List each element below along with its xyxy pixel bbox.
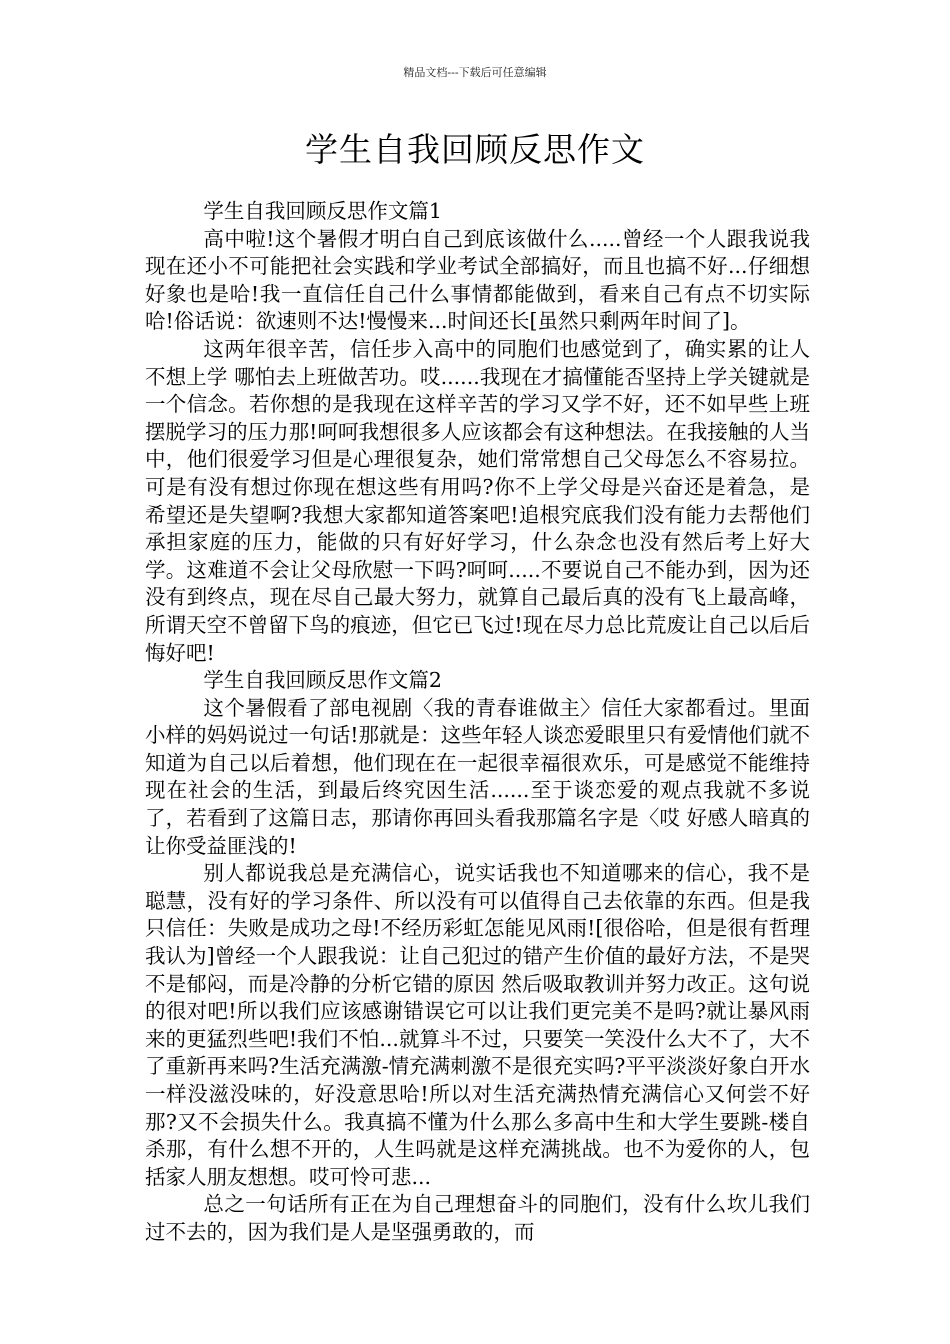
- paragraph: 别人都说我总是充满信心，说实话我也不知道哪来的信心，我不是聪慧，没有好的学习条件、所以没有可以值得自己去依靠的东西。但是我只信任：失败是成功之母!不经历彩虹怎能见风雨![很俗哈，但是很有哲理我认为]曾经一个人跟我说：让自己犯过的错产生价值的最好方法，不是哭不是郁闷，而是冷静的分析它错的原因 然后吸取教训并努力改正。这句说的很对吧!所以我们应该感谢错误它可以让我们更完美不是吗?就让暴风雨来的更猛烈些吧!我们不怕...就算斗不过，只要笑一笑没什么大不了，大不了重新再来吗?生活充满激-情充满刺激不是很充实吗?平平淡淡好象白开水一样没滋没味的，好没意思哈!所以对生活充满热情充满信心又何尝不好那?又不会损失什么。我真搞不懂为什么那么多高中生和大学生要跳-楼自杀那，有什么想不开的，人生吗就是这样充满挑战。也不为爱你的人，包括家人朋友想想。哎可怜可悲...: [145, 861, 810, 1189]
- section-heading: 学生自我回顾反思作文篇2: [203, 668, 442, 693]
- paragraph: 高中啦!这个暑假才明白自己到底该做什么.....曾经一个人跟我说我现在还小不可能把社会实践和学业考试全部搞好，而且也搞不好...仔细想好象也是哈!我一直信任自己什么事情都能做到，看来自己有点不切实际哈!俗话说：欲速则不达!慢慢来...时间还长[虽然只剩两年时间了]。: [145, 226, 810, 334]
- page-header-note: 精品文档---下载后可任意编辑: [403, 66, 547, 79]
- document-title: 学生自我回顾反思作文: [305, 130, 645, 169]
- paragraph: 这个暑假看了部电视剧〈我的青春谁做主〉信任大家都看过。里面小样的妈妈说过一句话!那就是：这些年轻人谈恋爱眼里只有爱情他们就不知道为自己以后着想，他们现在在一起很幸福很欢乐，可是感觉不能维持现在社会的生活，到最后终究因生活......至于谈恋爱的观点我就不多说了，若看到了这篇日志，那请你再回头看我那篇名字是〈哎 好感人暗真的让你受益匪浅的!: [145, 695, 810, 858]
- document-body: [145, 198, 810, 1247]
- section-heading: 学生自我回顾反思作文篇1: [203, 199, 442, 223]
- paragraph: 这两年很辛苦，信任步入高中的同胞们也感觉到了，确实累的让人不想上学 哪怕去上班做苦功。哎......我现在才搞懂能否坚持上学关键就是一个信念。若你想的是我现在这样辛苦的学习又学不好，还不如早些上班摆脱学习的压力那!呵呵我想很多人应该都会有这种想法。在我接触的人当中，他们很爱学习但是心理很复杂，她们常常想自己父母怎么不容易拉。可是有没有想过你现在想这些有用吗?你不上学父母是兴奋还是着急，是希望还是失望啊?我想大家都知道答案吧!追根究底我们没有能力去帮他们承担家庭的压力，能做的只有好好学习，什么杂念也没有然后考上好大学。这难道不会让父母欣慰一下吗?呵呵.....不要说自己不能办到，因为还没有到终点，现在尽自己最大努力，就算自己最后真的没有飞上最高峰，所谓天空不曾留下鸟的痕迹，但它已飞过!现在尽力总比荒废让自己以后后悔好吧!: [145, 336, 810, 665]
- paragraph: 总之一句话所有正在为自己理想奋斗的同胞们，没有什么坎儿我们过不去的，因为我们是人是坚强勇敢的，而: [145, 1192, 810, 1244]
